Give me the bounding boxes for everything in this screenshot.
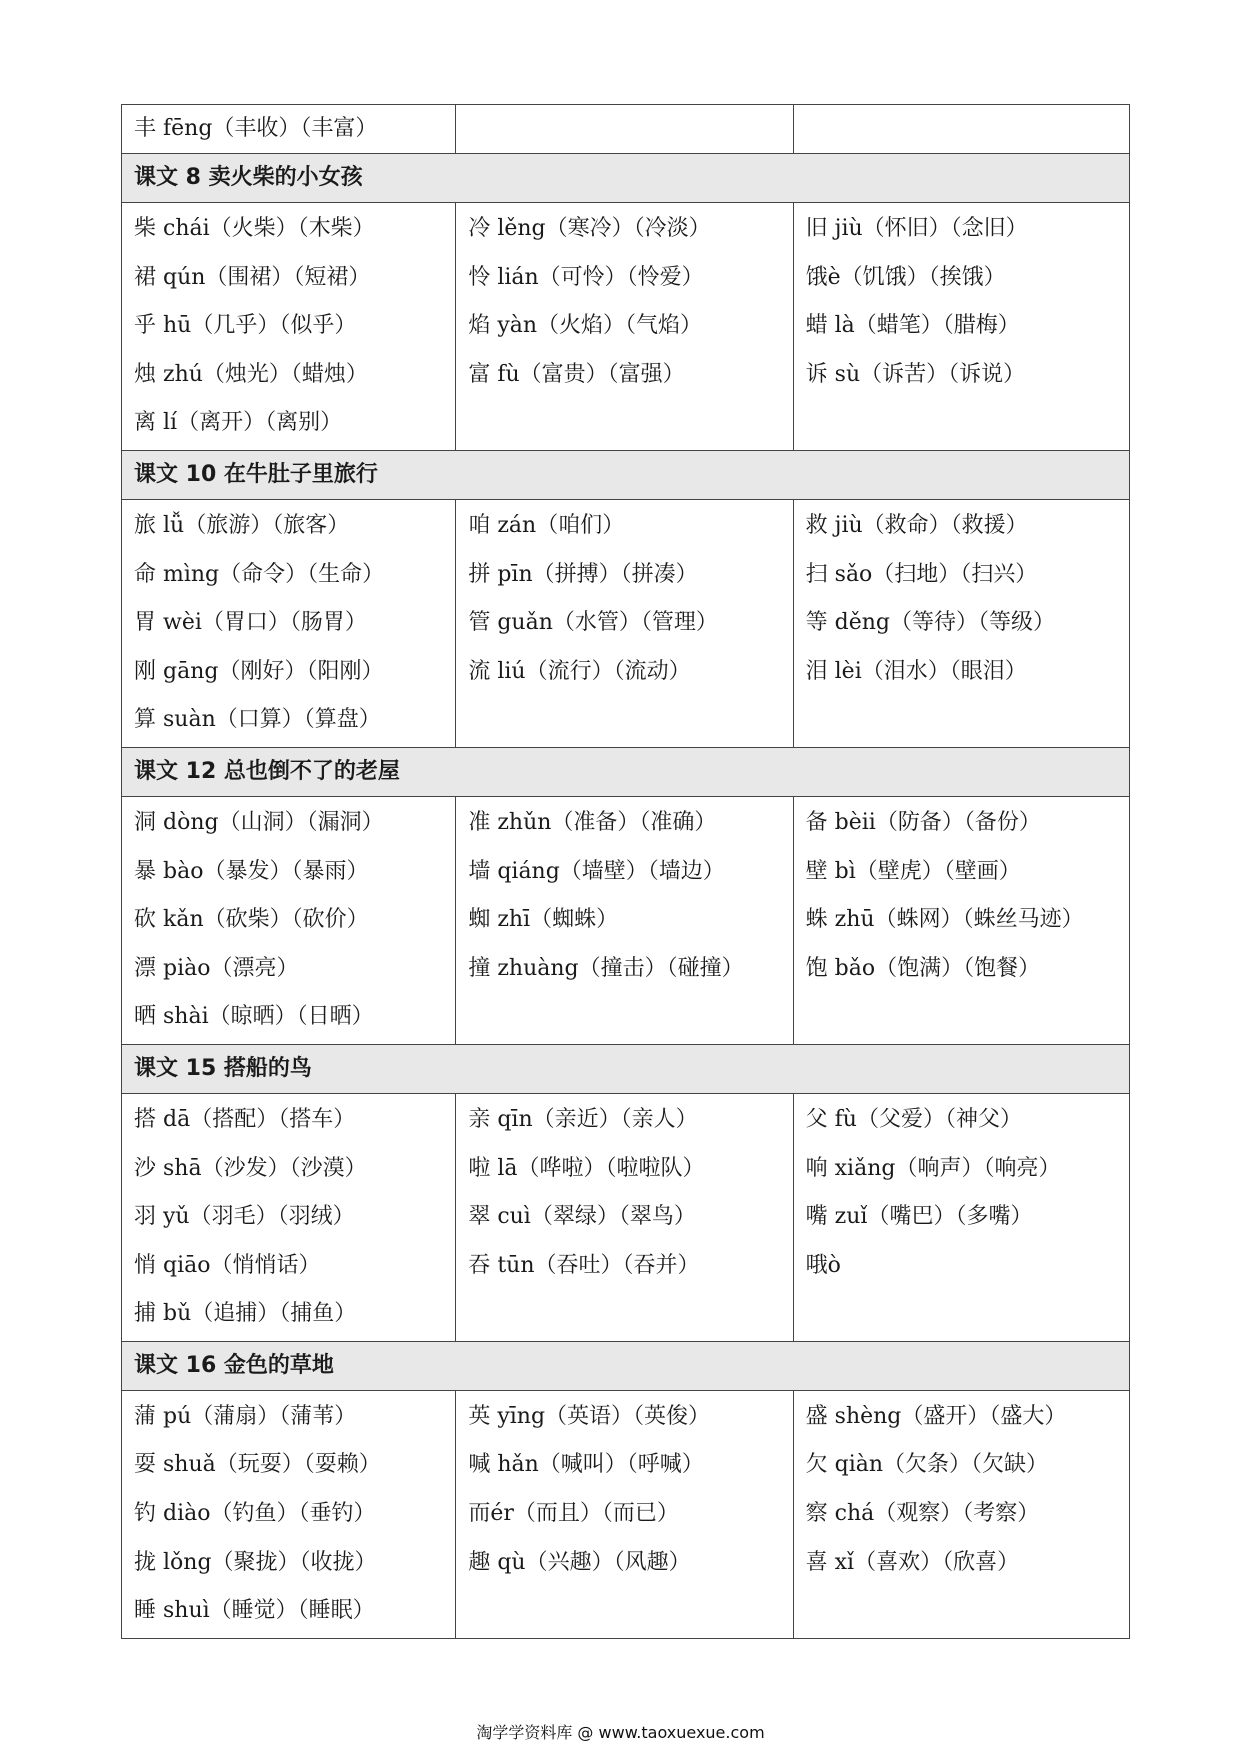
- word-entry: 裙 qún（围裙）（短裙）: [134, 264, 371, 290]
- word-column: [122, 1390, 456, 1638]
- word-entry: 诉 sù（诉苦）（诉说）: [805, 361, 1026, 387]
- word-entry: 英 yīng（英语）（英俊）: [468, 1403, 711, 1429]
- word-entry: 撞 zhuàng（撞击）（碰撞）: [468, 955, 744, 981]
- section-header-row: [122, 450, 1130, 499]
- word-column: [122, 203, 456, 451]
- word-entry: 啦 lā（哗啦）（啦啦队）: [468, 1155, 705, 1181]
- word-entry: 耍 shuǎ（玩耍）（耍赖）: [134, 1452, 381, 1478]
- word-column: [793, 1390, 1129, 1638]
- section-header-row: [122, 1044, 1130, 1093]
- word-entry: 泪 lèi（泪水）（眼泪）: [805, 658, 1027, 684]
- word-entry: 墙 qiáng（墙壁）（墙边）: [468, 858, 725, 884]
- word-entry: 响 xiǎng（响声）（响亮）: [805, 1155, 1061, 1181]
- word-entry: 蛛 zhū（蛛网）（蛛丝马迹）: [805, 907, 1084, 933]
- word-entry: 乎 hū（几乎）（似乎）: [134, 313, 357, 339]
- word-column: [793, 796, 1129, 1044]
- word-entry: 察 chá（观察）（考察）: [805, 1501, 1040, 1527]
- word-entry: 悄 qiāo（悄悄话）: [134, 1252, 321, 1278]
- word-entry: 等 děng（等待）（等级）: [805, 610, 1056, 636]
- top-cell: [793, 105, 1129, 154]
- word-entry: 富 fù（富贵）（富强）: [468, 361, 685, 387]
- top-row: [122, 105, 1130, 154]
- word-entry: 洞 dòng（山洞）（漏洞）: [134, 809, 384, 835]
- word-column: [122, 796, 456, 1044]
- word-entry: 蒲 pú（蒲扇）（蒲苇）: [134, 1403, 357, 1429]
- word-entry: 旧 jiù（怀旧）（念旧）: [805, 216, 1028, 241]
- word-entry: 烛 zhú（烛光）（蜡烛）: [134, 361, 368, 387]
- section-words-row: [122, 1390, 1130, 1638]
- section-header-row: [122, 747, 1130, 796]
- section-words-row: [122, 796, 1130, 1044]
- word-entry: 焰 yàn（火焰）（气焰）: [468, 313, 703, 339]
- word-entry: 亲 qīn（亲近）（亲人）: [468, 1106, 698, 1132]
- word-entry: 备 bèii（防备）（备份）: [805, 809, 1041, 835]
- word-entry: 趣 qù（兴趣）（风趣）: [468, 1549, 691, 1575]
- word-entry: 翠 cuì（翠绿）（翠鸟）: [468, 1204, 696, 1230]
- word-entry: 睡 shuì（睡觉）（睡眠）: [134, 1598, 375, 1624]
- section-header-row: [122, 154, 1130, 203]
- word-entry: 漂 piào（漂亮）: [134, 955, 299, 981]
- word-column: [793, 203, 1129, 451]
- section-header-row: [122, 1341, 1130, 1390]
- word-column: [456, 1390, 793, 1638]
- word-entry: 钓 diào（钓鱼）（垂钓）: [134, 1501, 376, 1527]
- word-entry: 而ér（而且）（而已）: [468, 1501, 679, 1527]
- word-column: [793, 499, 1129, 747]
- section-title: 课文 12 总也倒不了的老屋: [122, 747, 1130, 796]
- word-entry: 准 zhǔn（准备）（准确）: [468, 809, 717, 835]
- footer-watermark: 淘学学资料库 @ www.taoxuexue.com: [476, 1723, 765, 1742]
- section-title: 课文 8 卖火柴的小女孩: [122, 154, 1130, 203]
- section-title: 课文 10 在牛肚子里旅行: [122, 450, 1130, 499]
- word-entry: 怜 lián（可怜）（怜爱）: [468, 264, 704, 290]
- word-column: [122, 499, 456, 747]
- word-entry: 羽 yǔ（羽毛）（羽绒）: [134, 1204, 355, 1230]
- word-entry: 管 guǎn（水管）（管理）: [468, 610, 718, 636]
- word-entry: 盛 shèng（盛开）（盛大）: [805, 1403, 1067, 1429]
- section-title: 课文 16 金色的草地: [122, 1341, 1130, 1390]
- word-entry: 饿è（饥饿）（挨饿）: [805, 264, 1006, 290]
- word-column: [456, 796, 793, 1044]
- word-entry: 吞 tūn（吞吐）（吞并）: [468, 1252, 700, 1278]
- word-entry: 流 liú（流行）（流动）: [468, 658, 691, 684]
- word-entry: 晒 shài（晾晒）（日晒）: [134, 1004, 374, 1030]
- top-cell: 丰 fēng（丰收）（丰富）: [122, 105, 456, 154]
- word-entry: 救 jiù（救命）（救援）: [805, 512, 1028, 538]
- word-column: [456, 1093, 793, 1341]
- word-column: [122, 1093, 456, 1341]
- word-entry: 壁 bì（壁虎）（壁画）: [805, 858, 1021, 884]
- word-entry: 欠 qiàn（欠条）（欠缺）: [805, 1452, 1049, 1478]
- word-entry: 算 suàn（口算）（算盘）: [134, 707, 381, 733]
- word-entry: 扫 sǎo（扫地）（扫兴）: [805, 561, 1038, 587]
- word-entry: 柴 chái（火柴）（木柴）: [134, 216, 375, 241]
- word-entry: 旅 lǚ（旅游）（旅客）: [134, 512, 350, 538]
- word-entry: 胃 wèi（胃口）（肠胃）: [134, 610, 367, 636]
- vocab-table: [121, 104, 1130, 1639]
- top-cell: [456, 105, 793, 154]
- word-entry: 沙 shā（沙发）（沙漠）: [134, 1155, 367, 1181]
- word-entry: 喊 hǎn（喊叫）（呼喊）: [468, 1452, 704, 1478]
- word-entry: 拼 pīn（拼搏）（拼凑）: [468, 561, 698, 587]
- word-entry: 拢 lǒng（聚拢）（收拢）: [134, 1549, 377, 1575]
- word-entry: 捕 bǔ（追捕）（捕鱼）: [134, 1301, 357, 1327]
- word-entry: 饱 bǎo（饱满）（饱餐）: [805, 955, 1041, 981]
- section-words-row: [122, 203, 1130, 451]
- word-entry: 砍 kǎn（砍柴）（砍价）: [134, 907, 369, 933]
- section-words-row: [122, 499, 1130, 747]
- word-entry: 搭 dā（搭配）（搭车）: [134, 1106, 356, 1132]
- word-entry: 蜡 là（蜡笔）（腊梅）: [805, 313, 1020, 339]
- vocab-table-body: [122, 105, 1130, 1639]
- word-entry: 蜘 zhī（蜘蛛）: [468, 907, 619, 933]
- word-entry: 冷 lěng（寒冷）（冷淡）: [468, 216, 711, 241]
- word-entry: 喜 xǐ（喜欢）（欣喜）: [805, 1549, 1020, 1575]
- word-entry: 父 fù（父爱）（神父）: [805, 1106, 1022, 1132]
- word-column: [456, 203, 793, 451]
- word-entry: 咱 zán（咱们）: [468, 512, 625, 538]
- word-entry: 离 lí（离开）（离别）: [134, 410, 343, 436]
- section-words-row: [122, 1093, 1130, 1341]
- word-entry: 命 mìng（命令）（生命）: [134, 561, 385, 587]
- word-entry: 哦ò: [805, 1252, 841, 1278]
- word-entry: 嘴 zuǐ（嘴巴）（多嘴）: [805, 1204, 1033, 1230]
- word-column: [793, 1093, 1129, 1341]
- section-title: 课文 15 搭船的鸟: [122, 1044, 1130, 1093]
- word-column: [456, 499, 793, 747]
- word-entry: 刚 gāng（刚好）（阳刚）: [134, 658, 384, 684]
- word-entry: 暴 bào（暴发）（暴雨）: [134, 858, 369, 884]
